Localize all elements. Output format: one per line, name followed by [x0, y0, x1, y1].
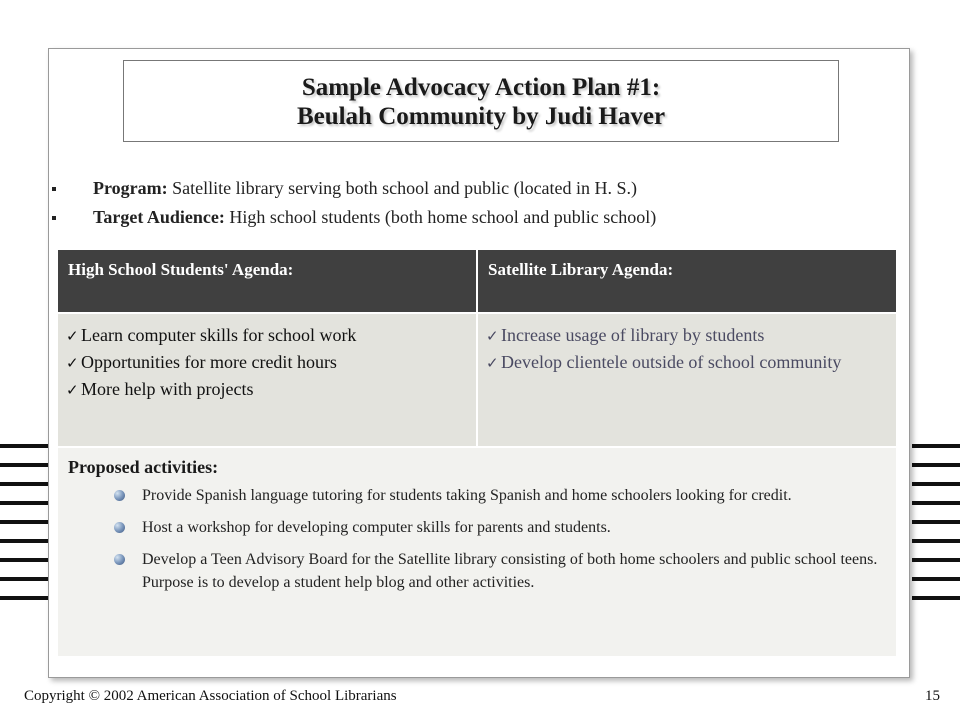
library-agenda-list [486, 322, 888, 376]
bullet-target-audience [49, 203, 909, 232]
checkmark-icon: ✓ [66, 381, 79, 399]
list-item: ✓ More help with projects [66, 376, 468, 403]
checkmark-icon: ✓ [66, 354, 79, 372]
slide-title-line-2: Beulah Community by Judi Haver [296, 103, 666, 130]
agenda-table [57, 249, 897, 657]
activity-item: Provide Spanish language tutoring for students taking Spanish and home schoolers looking for credit. [68, 484, 886, 507]
checkmark-icon: ✓ [486, 354, 499, 372]
list-item: ✓ Opportunities for more credit hours [66, 349, 468, 376]
bullet-text: Satellite library serving both school and public (located in H. S.) [172, 178, 638, 198]
checkmark-icon: ✓ [486, 327, 499, 345]
students-agenda-list [66, 322, 468, 403]
activities-list [68, 484, 886, 594]
left-stripe-decoration [0, 444, 48, 614]
title-box [123, 60, 839, 142]
students-agenda-cell [57, 313, 477, 447]
orb-bullet-icon [114, 522, 125, 533]
list-item: ✓ Increase usage of library by students [486, 322, 888, 349]
library-agenda-cell [477, 313, 897, 447]
list-item: ✓ Learn computer skills for school work [66, 322, 468, 349]
bullet-label: Target Audience: [93, 207, 225, 227]
square-bullet-icon [52, 216, 56, 220]
header-students-agenda: High School Students' Agenda: [57, 249, 477, 313]
intro-bullets [49, 174, 909, 232]
page-number: 15 [925, 688, 940, 704]
activity-item: Develop a Teen Advisory Board for the Satellite library consisting of both home schoolers and public school teens. Purpose is to develop a student help blog and other activities. [68, 548, 886, 594]
list-item: ✓ Develop clientele outside of school community [486, 349, 888, 376]
bullet-program [49, 174, 909, 203]
activities-heading: Proposed activities: [68, 457, 219, 477]
right-stripe-decoration [912, 444, 960, 614]
orb-bullet-icon [114, 554, 125, 565]
proposed-activities-cell [57, 447, 897, 657]
square-bullet-icon [52, 187, 56, 191]
copyright-footer: Copyright © 2002 American Association of School Librarians [24, 688, 397, 704]
header-library-agenda: Satellite Library Agenda: [477, 249, 897, 313]
bullet-label: Program: [93, 178, 168, 198]
activity-item: Host a workshop for developing computer skills for parents and students. [68, 516, 886, 539]
bullet-text: High school students (both home school and public school) [229, 207, 657, 227]
checkmark-icon: ✓ [66, 327, 79, 345]
slide-panel [48, 48, 910, 678]
orb-bullet-icon [114, 490, 125, 501]
slide-title-line-1: Sample Advocacy Action Plan #1: [301, 74, 661, 101]
